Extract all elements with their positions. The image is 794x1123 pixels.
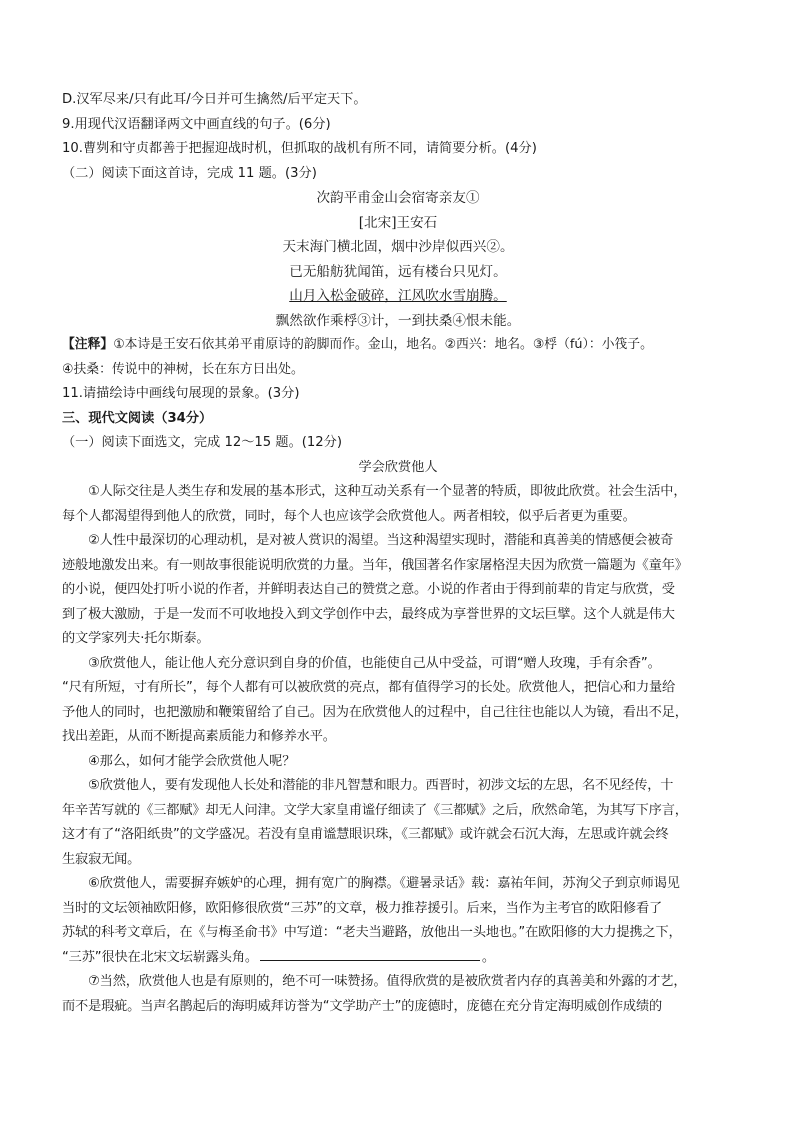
essay-p7-line-1: ⑦当然，欣赏他人也是有原则的，绝不可一味赞扬。值得欣赏的是被欣赏者内存的真善美和外露的才艺， — [88, 974, 687, 989]
essay-p2-line-4: 到了极大激励，于是一发而不可收地投入到文学创作中去，最终成为享誉世界的文坛巨擘。这个人就是伟大 — [62, 606, 675, 622]
essay-p7-line-2: 而不是瑕疵。当声名鹊起后的海明威拜访誉为“文学助产士”的庞德时，庞德在充分肯定海明威创作成绩的 — [62, 998, 663, 1014]
poem-line-3 — [62, 284, 734, 309]
question-11: 11.请描绘诗中画线句展现的景象。(3分) — [62, 386, 300, 401]
poem-line-1: 天末海门横北固，烟中沙岸似西兴②。 — [282, 239, 514, 255]
notes-label: 【注释】 — [62, 337, 114, 352]
essay-p2-line-2: 迹般地激发出来。有一则故事很能说明欣赏的力量。当年，俄国著名作家屠格涅夫因为欣赏一篇题为《童年》 — [62, 557, 688, 573]
poem-line-2: 已无船舫犹闻笛，远有楼台只见灯。 — [289, 263, 507, 280]
fill-in-blank[interactable] — [260, 946, 480, 961]
essay-p4: ④那么，如何才能学会欣赏他人呢？ — [88, 753, 296, 769]
essay-p3-line-2: “尺有所短，寸有所长”，每个人都有可以被欣赏的亮点，都有值得学习的长处。欣赏他人，把信心和力量给 — [62, 680, 676, 695]
essay-p6-line-4 — [62, 946, 734, 971]
section-3-heading: 三、现代文阅读（34分） — [62, 410, 213, 426]
blank-end-mark: 。 — [481, 949, 495, 965]
essay-p6-line-4-text: “三苏”很快在北宋文坛崭露头角。 — [62, 949, 258, 965]
essay-p2-line-1: ②人性中最深切的心理动机，是对被人赏识的渴望。当这种渴望实现时，潜能和真善美的情感便会被奇 — [88, 533, 674, 548]
essay-p3-line-3: 予他人的同时，也把激励和鞭策留给了自己。因为在欣赏他人的过程中，自己往往也能以人为镜，看出不足， — [62, 704, 688, 720]
poem-underlined-line: 山月入松金破碎，江风吹水雪崩腾。 — [289, 288, 507, 304]
essay-p6-line-3: 苏轼的科考文章后，在《与梅圣俞书》中写道：“老夫当避路，放他出一头地也。”在欧阳修的大力提携之下， — [62, 925, 682, 940]
poem-line-4: 飘然欲作乘桴③计，一到扶桑④恨未能。 — [275, 312, 521, 329]
essay-p5-line-2: 年辛苦写就的《三都赋》却无人问津。文学大家皇甫谧仔细读了《三都赋》之后，欣然命笔，为其写下序言， — [62, 802, 688, 818]
essay-p2-line-5: 的文学家列夫·托尔斯泰。 — [62, 631, 210, 646]
essay-p6-line-2: 当时的文坛领袖欧阳修，欧阳修很欣赏“三苏”的文章，极力推荐援引。后来，当作为主考官的欧阳修看了 — [62, 900, 663, 916]
essay-p5-line-1: ⑤欣赏他人，要有发现他人长处和潜能的非凡智慧和眼力。西晋时，初涉文坛的左思，名不见经传，十 — [88, 778, 674, 793]
question-10: 10.曹刿和守贞都善于把握迎战时机，但抓取的战机有所不同，请简要分析。(4分) — [62, 141, 537, 156]
notes-text-1: ①本诗是王安石依其弟平甫原诗的韵脚而作。金山，地名。②西兴：地名。③桴（fú）：小筏子。 — [113, 337, 653, 352]
essay-p2-line-3: 的小说，便四处打听小说的作者，并鲜明表达自己的赞赏之意。小说的作者由于得到前辈的肯定与欣赏，受 — [62, 582, 675, 597]
section-2-heading: （二）阅读下面这首诗，完成 11 题。(3分) — [62, 165, 317, 181]
subsection-1-heading: （一）阅读下面选文，完成 12～15 题。(12分) — [62, 435, 343, 450]
option-d-line: D.汉军尽来/只有此耳/今日并可生擒然/后平定天下。 — [62, 92, 367, 107]
essay-p3-line-4: 找出差距，从而不断提高素质能力和修养水平。 — [62, 729, 336, 744]
essay-p5-line-3: 这才有了“洛阳纸贵”的文学盛况。若没有皇甫谧慧眼识珠，《三都赋》或许就会石沉大海，左思或许就会终 — [62, 827, 669, 842]
essay-p6-line-1: ⑥欣赏他人，需要摒弃嫉妒的心理，拥有宽广的胸襟。《避暑录话》载：嘉祐年间，苏洵父子到京师谒见 — [88, 876, 680, 891]
essay-p1-line-2: 每个人都渴望得到他人的欣赏，同时，每个人也应该学会欣赏他人。两者相较，似乎后者更为重要。 — [62, 508, 636, 524]
essay-p1-line-1: ①人际交往是人类生存和发展的基本形式，这种互动关系有一个显著的特质，即彼此欣赏。社会生活中， — [88, 484, 687, 499]
question-9: 9.用现代汉语翻译两文中画直线的句子。(6分) — [62, 116, 331, 132]
poem-title: 次韵平甫金山会宿寄亲友① — [316, 190, 480, 206]
notes-line-2: ④扶桑：传说中的神树，长在东方日出处。 — [62, 361, 304, 377]
essay-p5-line-4: 生寂寂无闻。 — [62, 851, 141, 867]
essay-p3-line-1: ③欣赏他人，能让他人充分意识到自身的价值，也能使自己从中受益，可谓“赠人玫瑰，手有余香”。 — [88, 655, 661, 671]
poem-author: [北宋]王安石 — [358, 214, 438, 231]
notes-line-1 — [62, 333, 734, 358]
essay-title: 学会欣赏他人 — [358, 459, 438, 475]
document-page — [62, 88, 734, 1019]
